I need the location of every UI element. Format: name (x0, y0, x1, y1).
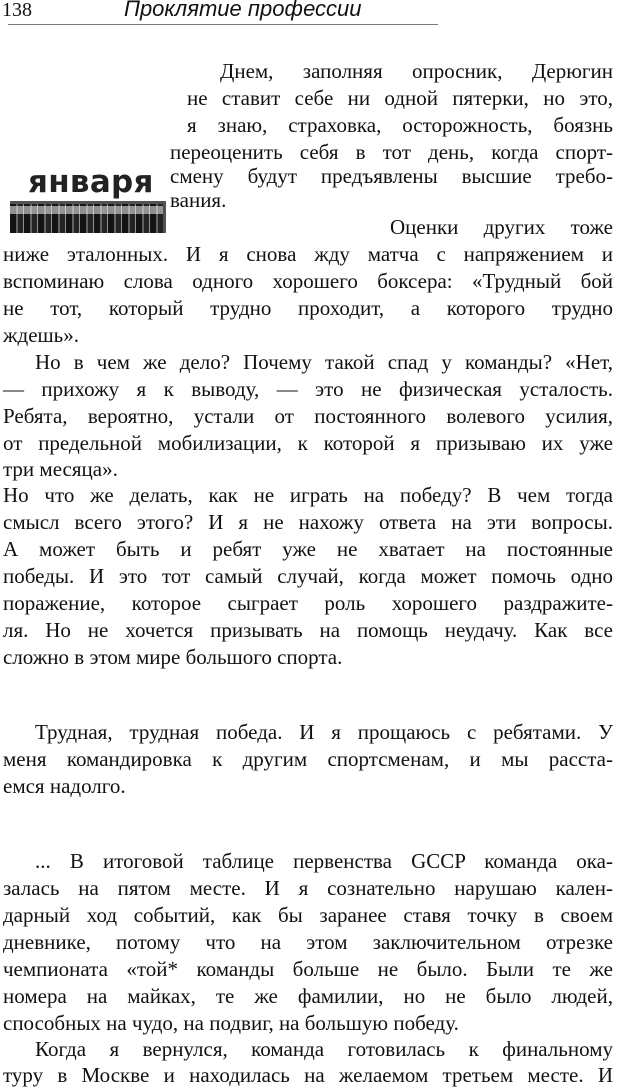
text-line-19: А может быть и ребят уже не хватает на постоянные (3, 537, 613, 561)
text-line-17: Но что же делать, как не играть на победу? В чем тогда (3, 483, 613, 507)
text-line-2: не ставит себе ни одной пятерки, но это, (187, 86, 613, 110)
text-line-25: меня командировка к другим спортсменам, и мы расста- (3, 747, 613, 771)
date-stamp-graphic (10, 201, 166, 233)
text-line-33: способных на чудо, на подвиг, на большую победу. (3, 1011, 459, 1035)
text-line-7: Оценки других тоже (390, 215, 613, 239)
text-line-15: от предельной мобилизации, к которой я призываю их уже (3, 431, 613, 455)
date-stamp-word: января (28, 164, 154, 200)
text-line-14: Ребята, вероятно, устали от постоянного волевого усилия, (3, 404, 613, 428)
text-line-10: не тот, который трудно проходит, а которого трудно (3, 296, 613, 320)
date-stamp (10, 164, 168, 234)
text-line-11: ждешь». (3, 323, 80, 347)
text-line-6: вания. (170, 188, 227, 212)
text-line-1: Днем, заполняя опросник, Дерюгин (220, 59, 613, 83)
page-number: 138 (2, 0, 32, 21)
text-line-5: смену будут предъявлены высшие требо- (170, 164, 613, 188)
text-line-18: смысл всего этого? И я не нахожу ответа на эти вопросы. (3, 510, 613, 534)
text-line-30: дневнике, потому что на этом заключительном отрезке (3, 930, 613, 954)
text-line-4: переоценить себя в тот день, когда спорт- (170, 140, 613, 164)
text-line-20: победы. И это тот самый случай, когда может помочь одно (3, 564, 613, 588)
header-rule (8, 24, 438, 25)
text-line-8: ниже эталонных. И я снова жду матча с напряжением и (3, 242, 613, 266)
text-line-13: — прихожу я к выводу, — это не физическая усталость. (3, 377, 613, 401)
text-line-29: дарный ход событий, как бы заранее ставя точку в своем (3, 903, 613, 927)
text-line-22: ля. Но не хочется призывать на помощь неудачу. Как все (3, 618, 613, 642)
text-line-35: туру в Москве и находилась на желаемом третьем месте. И (3, 1063, 613, 1087)
text-line-28: залась на пятом месте. И я сознательно нарушаю кален- (3, 876, 613, 900)
text-line-21: поражение, которое сыграет роль хорошего раздражите- (3, 591, 613, 615)
text-line-32: номера на майках, те же фамилии, но не было людей, (3, 984, 613, 1008)
text-line-3: я знаю, страховка, осторожность, боязнь (187, 113, 613, 137)
text-line-34: Когда я вернулся, команда готовилась к финальному (35, 1037, 613, 1061)
text-line-27: ... В итоговой таблице первенства GCCP команда ока- (35, 849, 613, 873)
text-line-23: сложно в этом мире большого спорта. (3, 645, 343, 669)
text-line-16: три месяца». (3, 457, 118, 481)
text-line-9: вспоминаю слова одного хорошего боксера: «Трудный бой (3, 269, 613, 293)
text-line-26: емся надолго. (3, 774, 126, 798)
text-line-31: чемпионата «той* команды больше не было. Были те же (3, 957, 613, 981)
text-line-24: Трудная, трудная победа. И я прощаюсь с ребятами. У (35, 720, 613, 744)
text-line-12: Но в чем же дело? Почему такой спад у команды? «Нет, (35, 350, 613, 374)
running-title: Проклятие профессии (124, 0, 362, 21)
